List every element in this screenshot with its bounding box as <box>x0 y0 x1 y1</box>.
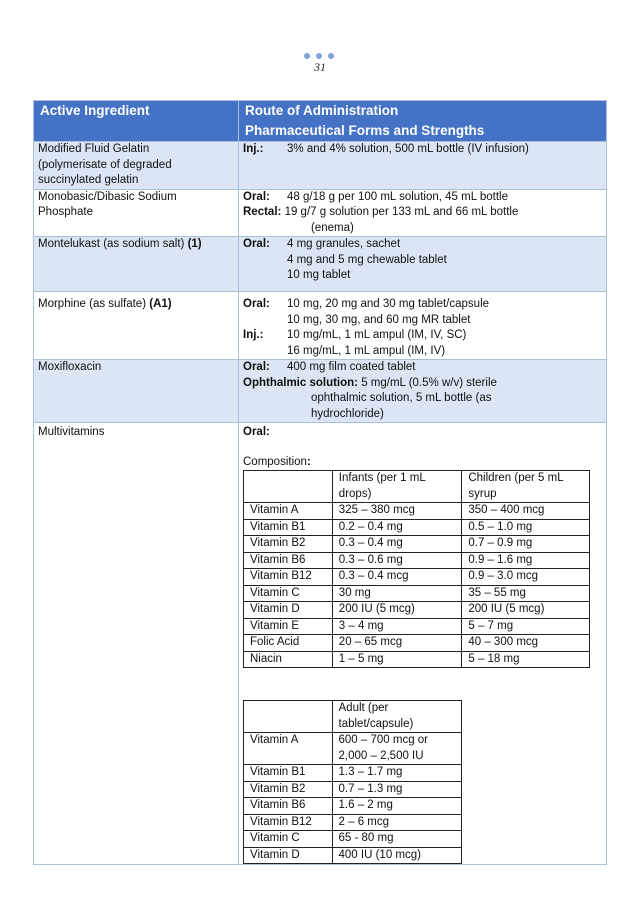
table-row <box>244 519 590 536</box>
table-cell: 1.3 – 1.7 mg <box>332 765 461 782</box>
table-cell: Vitamin B2 <box>244 781 333 798</box>
table-row <box>34 360 607 423</box>
ingredient-name-line: Modified Fluid Gelatin <box>38 143 150 155</box>
table-row <box>244 552 590 569</box>
table-cell: 35 – 55 mg <box>462 585 590 602</box>
dot-icon <box>304 53 310 59</box>
ingredient-cell <box>34 360 239 423</box>
table-cell: 200 IU (5 mcg) <box>332 602 462 619</box>
table-cell: Vitamin B6 <box>244 798 333 815</box>
table-header-cell: Children (per 5 mL syrup <box>462 471 590 503</box>
route-cell <box>239 237 607 292</box>
route-text: 10 mg, 20 mg and 30 mg tablet/capsule <box>287 298 490 310</box>
route-label-oral: Oral: <box>243 426 270 438</box>
route-cell <box>239 423 607 865</box>
route-text: 16 mg/mL, 1 mL ampul (IM, IV) <box>287 344 446 357</box>
table-row <box>34 237 607 292</box>
table-cell: 1.6 – 2 mg <box>332 798 461 815</box>
drug-table <box>33 100 607 865</box>
table-cell: 400 IU (10 mcg) <box>332 847 461 864</box>
route-cell <box>239 142 607 190</box>
ingredient-name-line: Monobasic/Dibasic Sodium <box>38 190 177 203</box>
route-text: 10 mg, 30 mg, and 60 mg MR tablet <box>287 313 471 326</box>
table-cell: 5 – 7 mg <box>462 618 590 635</box>
ingredient-cell <box>34 292 239 360</box>
route-cell <box>239 292 607 360</box>
table-cell: 65 - 80 mg <box>332 831 461 848</box>
table-cell: Vitamin C <box>244 585 333 602</box>
table-row <box>34 423 607 865</box>
header-route <box>239 101 607 142</box>
header-col2-line1: Route of Administration <box>245 103 399 118</box>
table-cell: 0.9 – 3.0 mcg <box>462 569 590 586</box>
route-label-inj: Inj.: <box>243 329 264 341</box>
header-col2-line2: Pharmaceutical Forms and Strengths <box>245 123 485 138</box>
ingredient-name: Multivitamins <box>38 426 105 438</box>
table-header-cell <box>244 471 333 503</box>
header-active-ingredient <box>34 101 239 142</box>
table-cell: 600 – 700 mcg or 2,000 – 2,500 IU <box>332 733 461 765</box>
header-row <box>34 101 607 142</box>
ingredient-name-line: succinylated gelatin <box>38 174 139 186</box>
table-row <box>244 471 590 503</box>
route-label-inj: Inj.: <box>243 143 264 155</box>
table-row <box>244 733 462 765</box>
composition-colon: : <box>306 455 311 468</box>
table-cell: Vitamin E <box>244 618 333 635</box>
dot-icon <box>316 53 322 59</box>
route-label-oral: Oral: <box>243 361 270 373</box>
dot-icon <box>328 53 334 59</box>
table-row <box>34 142 607 190</box>
table-row <box>244 831 462 848</box>
route-text: 400 mg film coated tablet <box>287 361 416 373</box>
table-cell: Vitamin B12 <box>244 814 333 831</box>
table-row <box>244 781 462 798</box>
table-cell: Vitamin B2 <box>244 536 333 553</box>
ingredient-cell <box>34 423 239 865</box>
table-cell: Vitamin B6 <box>244 552 333 569</box>
table-cell: 40 – 300 mcg <box>462 635 590 652</box>
table-row <box>34 189 607 237</box>
table-cell: 0.3 – 0.4 mg <box>332 536 462 553</box>
table-cell: Vitamin C <box>244 831 333 848</box>
table-cell: Niacin <box>244 651 333 668</box>
table-header-cell: Adult (per tablet/capsule) <box>332 701 461 733</box>
route-text: 4 mg granules, sachet <box>287 238 401 250</box>
table-row <box>244 814 462 831</box>
ingredient-ref: (1) <box>187 238 202 250</box>
route-label-rectal: Rectal: <box>243 206 282 218</box>
route-text: 3% and 4% solution, 500 mL bottle (IV infusion) <box>287 143 529 155</box>
table-row <box>34 292 607 360</box>
table-row <box>244 635 590 652</box>
table-row <box>244 602 590 619</box>
route-text: 5 mg/mL (0.5% w/v) sterile <box>361 376 497 389</box>
ingredient-cell <box>34 142 239 190</box>
ingredient-name: Morphine (as sulfate) <box>38 298 147 310</box>
ingredient-name-line: (polymerisate of degraded <box>38 158 172 171</box>
table-cell: 1 – 5 mg <box>332 651 462 668</box>
table-row <box>244 618 590 635</box>
route-text: hydrochloride) <box>311 407 384 420</box>
table-cell: Vitamin B1 <box>244 765 333 782</box>
table-cell: Vitamin A <box>244 503 333 520</box>
table-cell: 5 – 18 mg <box>462 651 590 668</box>
table-row <box>244 503 590 520</box>
table-cell: Vitamin D <box>244 847 333 864</box>
table-row <box>244 585 590 602</box>
table-row <box>244 651 590 668</box>
route-text: 19 g/7 g solution per 133 mL and 66 mL bottle <box>284 206 519 218</box>
route-cell <box>239 189 607 237</box>
ingredient-name-line: Phosphate <box>38 206 93 218</box>
table-row <box>244 765 462 782</box>
table-row <box>244 536 590 553</box>
table-row <box>244 701 462 733</box>
ingredient-cell <box>34 189 239 237</box>
table-cell: 0.3 – 0.6 mg <box>332 552 462 569</box>
table-cell: 20 – 65 mcg <box>332 635 462 652</box>
table-cell: 350 – 400 mcg <box>462 503 590 520</box>
composition-label: Composition <box>243 455 307 468</box>
table-cell: 0.2 – 0.4 mg <box>332 519 462 536</box>
composition-table-adult <box>243 700 462 864</box>
table-row <box>244 847 462 864</box>
table-cell: 200 IU (5 mcg) <box>462 602 590 619</box>
ingredient-ref: (A1) <box>149 298 172 310</box>
table-header-cell: Infants (per 1 mL drops) <box>332 471 462 503</box>
table-cell: Vitamin B1 <box>244 519 333 536</box>
table-header-cell <box>244 701 333 733</box>
route-label-oral: Oral: <box>243 238 270 250</box>
route-text: (enema) <box>311 221 354 234</box>
table-cell: Vitamin D <box>244 602 333 619</box>
route-label-oral: Oral: <box>243 298 270 310</box>
header-col1-label: Active Ingredient <box>40 103 150 118</box>
table-cell: 0.5 – 1.0 mg <box>462 519 590 536</box>
table-cell: 0.3 – 0.4 mcg <box>332 569 462 586</box>
table-cell: 2 – 6 mcg <box>332 814 461 831</box>
route-label-ophthalmic: Ophthalmic solution: <box>243 376 358 389</box>
route-text: 10 mg tablet <box>287 269 351 281</box>
table-cell: 0.7 – 1.3 mg <box>332 781 461 798</box>
route-text: 4 mg and 5 mg chewable tablet <box>287 253 447 266</box>
route-label-oral: Oral: <box>243 190 270 203</box>
table-cell: 0.9 – 1.6 mg <box>462 552 590 569</box>
composition-table-pediatric <box>243 470 590 668</box>
table-cell: Folic Acid <box>244 635 333 652</box>
ingredient-name: Montelukast (as sodium salt) <box>38 238 185 250</box>
table-cell: Vitamin B12 <box>244 569 333 586</box>
table-row <box>244 798 462 815</box>
route-cell <box>239 360 607 423</box>
table-cell: 0.7 – 0.9 mg <box>462 536 590 553</box>
ingredient-cell <box>34 237 239 292</box>
ingredient-name: Moxifloxacin <box>38 361 102 373</box>
table-cell: 325 – 380 mcg <box>332 503 462 520</box>
table-cell: Vitamin A <box>244 733 333 765</box>
table-row <box>244 569 590 586</box>
page-number: 31 <box>314 60 326 74</box>
route-text: 48 g/18 g per 100 mL solution, 45 mL bottle <box>287 190 508 203</box>
route-text: ophthalmic solution, 5 mL bottle (as <box>311 392 492 404</box>
route-text: 10 mg/mL, 1 mL ampul (IM, IV, SC) <box>287 329 467 341</box>
table-cell: 3 – 4 mg <box>332 618 462 635</box>
table-cell: 30 mg <box>332 585 462 602</box>
